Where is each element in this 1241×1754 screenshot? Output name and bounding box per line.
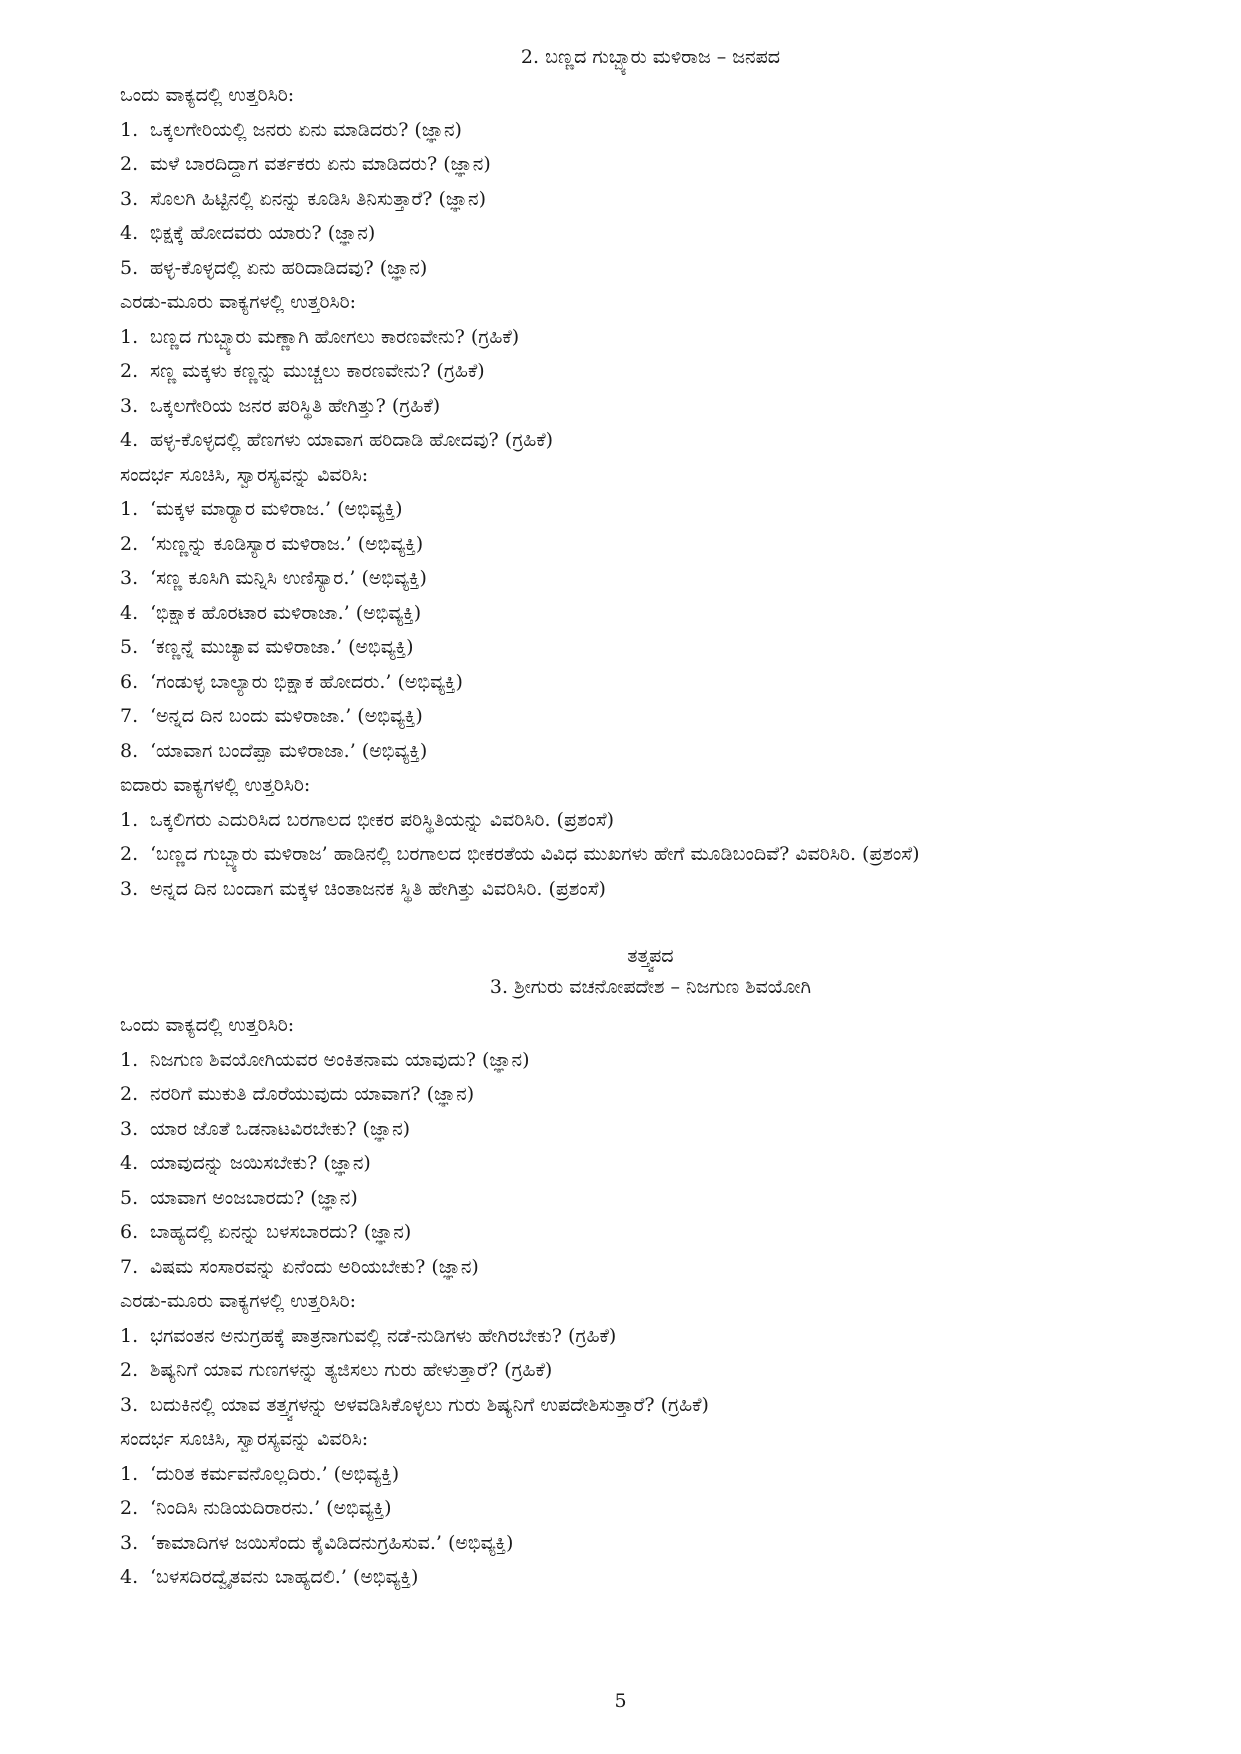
question-item (120, 872, 1181, 907)
question-item (120, 1215, 1181, 1250)
question-text: ಒಕ್ಕಲಗೇರಿಯ ಜನರ ಪರಿಸ್ಥಿತಿ ಹೇಗಿತ್ತು? (ಗ್ರಹಿಕೆ) (150, 394, 441, 417)
question-number: 2. (120, 153, 139, 175)
section-heading-context: ಸಂದರ್ಭ ಸೂಚಿಸಿ, ಸ್ವಾರಸ್ಯವನ್ನು ವಿವರಿಸಿ: (120, 1428, 369, 1450)
question-item (120, 1560, 1181, 1595)
question-number: 2. (120, 1359, 139, 1381)
question-item (120, 1181, 1181, 1216)
question-number: 1. (120, 1048, 139, 1071)
question-number: 6. (120, 1221, 139, 1243)
question-number: 1. (120, 118, 139, 141)
question-number: 2. (120, 1083, 139, 1105)
question-number: 3. (120, 187, 139, 210)
question-text: ವಿಷಮ ಸಂಸಾರವನ್ನು ಏನೆಂದು ಅರಿಯಬೇಕು? (ಜ್ಞಾನ) (150, 1255, 479, 1278)
section-heading-two-three-sentences: ಎರಡು-ಮೂರು ವಾಕ್ಯಗಳಲ್ಲಿ ಉತ್ತರಿಸಿರಿ: (120, 1290, 357, 1312)
question-text: ‘ಭಿಕ್ಷಾಕ ಹೊರಟಾರ ಮಳಿರಾಜಾ.’ (ಅಭಿವ್ಯಕ್ತಿ) (150, 601, 422, 624)
question-item (120, 1491, 1181, 1526)
question-number: 4. (120, 1152, 139, 1174)
question-text: ‘ಸುಣ್ಣನ್ನು ಕೂಡಿಸ್ಯಾರ ಮಳಿರಾಜ.’ (ಅಭಿವ್ಯಕ್ತಿ) (150, 532, 424, 555)
question-item (120, 1526, 1181, 1561)
section-heading-one-sentence: ಒಂದು ವಾಕ್ಯದಲ್ಲಿ ಉತ್ತರಿಸಿರಿ: (120, 1014, 295, 1036)
question-item (120, 699, 1181, 734)
question-text: ಶಿಷ್ಯನಿಗೆ ಯಾವ ಗುಣಗಳನ್ನು ತ್ಯಜಿಸಲು ಗುರು ಹೇಳುತ್ತಾರೆ? (ಗ್ರಹಿಕೆ) (150, 1359, 553, 1381)
question-number: 5. (120, 636, 139, 658)
question-text: ಭಗವಂತನ ಅನುಗ್ರಹಕ್ಕೆ ಪಾತ್ರನಾಗುವಲ್ಲಿ ನಡೆ-ನುಡಿಗಳು ಹೇಗಿರಬೇಕು? (ಗ್ರಹಿಕೆ) (150, 1324, 617, 1347)
question-text: ನಿಜಗುಣ ಶಿವಯೋಗಿಯವರ ಅಂಕಿತನಾಮ ಯಾವುದು? (ಜ್ಞಾನ) (150, 1048, 530, 1071)
question-number: 2. (120, 843, 139, 865)
section-heading-one-sentence: ಒಂದು ವಾಕ್ಯದಲ್ಲಿ ಉತ್ತರಿಸಿರಿ: (120, 84, 295, 106)
question-number: 2. (120, 1497, 139, 1519)
question-text: ಅನ್ನದ ದಿನ ಬಂದಾಗ ಮಕ್ಕಳ ಚಿಂತಾಜನಕ ಸ್ಥಿತಿ ಹೇಗಿತ್ತು ವಿವರಿಸಿರಿ. (ಪ್ರಶಂಸೆ) (150, 877, 606, 900)
question-number: 7. (120, 705, 139, 727)
lesson-2-title: 2. ಬಣ್ಣದ ಗುಬ್ಬ್ಯಾರು ಮಳಿರಾಜ – ಜನಪದ (520, 46, 781, 68)
question-item (120, 1353, 1181, 1388)
question-number: 4. (120, 1566, 139, 1588)
question-text: ಯಾರ ಜೊತೆ ಒಡನಾಟವಿರಬೇಕು? (ಜ್ಞಾನ) (150, 1117, 411, 1140)
spacer (120, 906, 1181, 942)
question-item (120, 803, 1181, 838)
question-number: 5. (120, 256, 139, 279)
question-text: ‘ಗಂಡುಳ್ಳ ಬಾಲ್ಯಾರು ಭಿಕ್ಷಾಕ ಹೋದರು.’ (ಅಭಿವ್ಯಕ್ತಿ) (150, 670, 463, 693)
question-text: ಬದುಕಿನಲ್ಲಿ ಯಾವ ತತ್ತ್ವಗಳನ್ನು ಅಳವಡಿಸಿಕೊಳ್ಳಲು ಗುರು ಶಿಷ್ಯನಿಗೆ ಉಪದೇಶಿಸುತ್ತಾರೆ? (ಗ್ರಹಿಕೆ) (150, 1393, 709, 1416)
question-number: 3. (120, 1531, 139, 1554)
page-number: 5 (614, 1690, 627, 1712)
question-item (120, 1457, 1181, 1492)
question-text: ಒಕ್ಕಲಿಗರು ಎದುರಿಸಿದ ಬರಗಾಲದ ಭೀಕರ ಪರಿಸ್ಥಿತಿಯನ್ನು ವಿವರಿಸಿರಿ. (ಪ್ರಶಂಸೆ) (150, 808, 615, 831)
question-item (120, 182, 1181, 217)
question-number: 1. (120, 808, 139, 831)
question-item (120, 561, 1181, 596)
section-heading-five-six-sentences: ಐದಾರು ವಾಕ್ಯಗಳಲ್ಲಿ ಉತ್ತರಿಸಿರಿ: (120, 774, 311, 796)
question-item (120, 1077, 1181, 1112)
question-text: ಭಿಕ್ಷಕ್ಕೆ ಹೋದವರು ಯಾರು? (ಜ್ಞಾನ) (150, 222, 376, 244)
question-number: 3. (120, 1117, 139, 1140)
question-text: ಬಣ್ಣದ ಗುಬ್ಬ್ಯಾರು ಮಣ್ಣಾಗಿ ಹೋಗಲು ಕಾರಣವೇನು? (ಗ್ರಹಿಕೆ) (150, 325, 520, 348)
question-text: ಹಳ್ಳ-ಕೊಳ್ಳದಲ್ಲಿ ಏನು ಹರಿದಾಡಿದವು? (ಜ್ಞಾನ) (150, 256, 428, 279)
question-text: ‘ಬಳಸದಿರದ್ವೈತವನು ಬಾಹ್ಯದಲಿ.’ (ಅಭಿವ್ಯಕ್ತಿ) (150, 1566, 419, 1588)
question-number: 4. (120, 601, 139, 624)
question-text: ‘ಮಕ್ಕಳ ಮಾರ್‍ಯಾರ ಮಳಿರಾಜ.’ (ಅಭಿವ್ಯಕ್ತಿ) (150, 498, 403, 520)
question-text: ‘ನಿಂದಿಸಿ ನುಡಿಯದಿರಾರನು.’ (ಅಭಿವ್ಯಕ್ತಿ) (150, 1497, 392, 1519)
question-number: 3. (120, 877, 139, 900)
question-text: ನರರಿಗೆ ಮುಕುತಿ ದೊರೆಯುವುದು ಯಾವಾಗ? (ಜ್ಞಾನ) (150, 1083, 475, 1105)
lesson-3-genre: ತತ್ತ್ವಪದ (627, 945, 674, 967)
question-text: ಸಣ್ಣ ಮಕ್ಕಳು ಕಣ್ಣನ್ನು ಮುಚ್ಚಲು ಕಾರಣವೇನು? (ಗ್ರಹಿಕೆ) (150, 360, 485, 382)
question-number: 6. (120, 670, 139, 693)
question-item (120, 1250, 1181, 1285)
question-item (120, 734, 1181, 769)
question-number: 1. (120, 498, 139, 520)
question-text: ಯಾವಾಗ ಅಂಜಬಾರದು? (ಜ್ಞಾನ) (150, 1186, 358, 1209)
question-item (120, 596, 1181, 631)
section-heading-two-three-sentences: ಎರಡು-ಮೂರು ವಾಕ್ಯಗಳಲ್ಲಿ ಉತ್ತರಿಸಿರಿ: (120, 291, 357, 313)
question-item (120, 216, 1181, 251)
question-item (120, 1319, 1181, 1354)
question-item (120, 1146, 1181, 1181)
lesson-3-title: 3. ಶ್ರೀಗುರು ವಚನೋಪದೇಶ – ನಿಜಗುಣ ಶಿವಯೋಗಿ (489, 976, 812, 998)
question-number: 3. (120, 1393, 139, 1416)
question-number: 7. (120, 1255, 139, 1278)
question-text: ‘ಕಣ್ಣನ್ನೆ ಮುಚ್ಯಾವ ಮಳಿರಾಜಾ.’ (ಅಭಿವ್ಯಕ್ತಿ) (150, 636, 414, 658)
question-number: 4. (120, 222, 139, 244)
question-item (120, 320, 1181, 355)
question-item (120, 354, 1181, 389)
question-item (120, 389, 1181, 424)
section-heading-context: ಸಂದರ್ಭ ಸೂಚಿಸಿ, ಸ್ವಾರಸ್ಯವನ್ನು ವಿವರಿಸಿ: (120, 463, 369, 486)
question-number: 2. (120, 360, 139, 382)
question-item (120, 1112, 1181, 1147)
question-number: 3. (120, 567, 139, 589)
question-text: ಬಾಹ್ಯದಲ್ಲಿ ಏನನ್ನು ಬಳಸಬಾರದು? (ಜ್ಞಾನ) (150, 1221, 412, 1243)
question-number: 1. (120, 1324, 139, 1347)
question-item (120, 251, 1181, 286)
question-text: ‘ಬಣ್ಣದ ಗುಬ್ಬ್ಯಾರು ಮಳಿರಾಜ’ ಹಾಡಿನಲ್ಲಿ ಬರಗಾಲದ ಭೀಕರತೆಯ ವಿವಿಧ ಮುಖಗಳು ಹೇಗೆ ಮೂಡಿಬಂದಿವೆ? ವಿವರಿಸಿರಿ. (ಪ್ರಶಂಸೆ) (150, 843, 920, 865)
question-item (120, 147, 1181, 182)
question-text: ಹಳ್ಳ-ಕೊಳ್ಳದಲ್ಲಿ ಹೆಣಗಳು ಯಾವಾಗ ಹರಿದಾಡಿ ಹೋದವು? (ಗ್ರಹಿಕೆ) (150, 429, 554, 451)
question-item (120, 492, 1181, 527)
question-item (120, 837, 1181, 872)
question-text: ‘ಕಾಮಾದಿಗಳ ಜಯಿಸೆಂದು ಕೈವಿಡಿದನುಗ್ರಹಿಸುವ.’ (ಅಭಿವ್ಯಕ್ತಿ) (150, 1531, 514, 1554)
question-text: ‘ಯಾವಾಗ ಬಂದೆಪ್ಪಾ ಮಳಿರಾಜಾ.’ (ಅಭಿವ್ಯಕ್ತಿ) (150, 739, 428, 762)
question-text: ಒಕ್ಕಲಗೇರಿಯಲ್ಲಿ ಜನರು ಏನು ಮಾಡಿದರು? (ಜ್ಞಾನ) (150, 118, 462, 141)
question-text: ಸೊಲಗಿ ಹಿಟ್ಟಿನಲ್ಲಿ ಏನನ್ನು ಕೂಡಿಸಿ ತಿನಿಸುತ್ತಾರೆ? (ಜ್ಞಾನ) (150, 187, 487, 210)
question-text: ಯಾವುದನ್ನು ಜಯಿಸಬೇಕು? (ಜ್ಞಾನ) (150, 1152, 371, 1174)
question-text: ‘ಅನ್ನದ ದಿನ ಬಂದು ಮಳಿರಾಜಾ.’ (ಅಭಿವ್ಯಕ್ತಿ) (150, 705, 423, 727)
question-number: 1. (120, 325, 139, 348)
question-item (120, 665, 1181, 700)
question-number: 4. (120, 429, 139, 451)
question-text: ‘ದುರಿತ ಕರ್ಮವನೊಲ್ಲದಿರು.’ (ಅಭಿವ್ಯಕ್ತಿ) (150, 1462, 400, 1485)
question-item (120, 630, 1181, 665)
question-item (120, 527, 1181, 562)
question-number: 1. (120, 1462, 139, 1485)
question-number: 8. (120, 739, 139, 762)
question-number: 5. (120, 1186, 139, 1209)
question-item (120, 423, 1181, 458)
question-item (120, 113, 1181, 148)
question-item (120, 1388, 1181, 1423)
question-text: ‘ಸಣ್ಣ ಕೂಸಿಗಿ ಮನ್ನಿಸಿ ಉಣಿಸ್ಯಾರ.’ (ಅಭಿವ್ಯಕ್ತಿ) (150, 567, 427, 589)
question-text: ಮಳೆ ಬಾರದಿದ್ದಾಗ ವರ್ತಕರು ಏನು ಮಾಡಿದರು? (ಜ್ಞಾನ) (150, 153, 491, 175)
question-number: 2. (120, 532, 139, 555)
question-item (120, 1043, 1181, 1078)
question-number: 3. (120, 394, 139, 417)
